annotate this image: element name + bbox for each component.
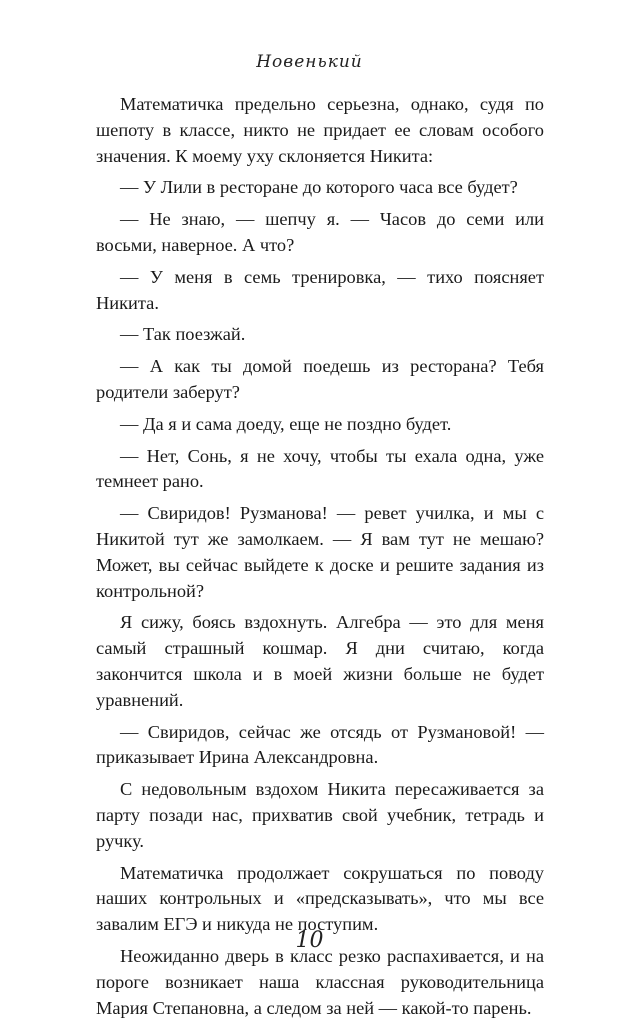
paragraph: — А как ты домой поедешь из ресторана? Тебя родители заберут? [96, 356, 544, 402]
paragraph: — Свиридов, сейчас же отсядь от Рузмановой! — приказывает Ирина Александровна. [96, 721, 544, 768]
paragraph: — У меня в семь тренировка, — тихо поясняет Никита. [96, 266, 544, 313]
paragraph: — Не знаю, — шепчу я. — Часов до семи или восьми, наверное. А что? [96, 209, 544, 255]
paragraph: Математичка предельно серьезна, однако, судя по шепоту в классе, никто не придает ее словам особого значения. К моему уху склоняется Никита: [96, 94, 544, 166]
paragraph: Математичка продолжает сокрушаться по поводу наших контрольных и «предсказывать», что мы все завалим ЕГЭ и никуда не поступим. [96, 862, 544, 935]
paragraph: Неожиданно дверь в класс резко распахивается, и на пороге возникает наша классная руководительница Мария Степановна, а следом за ней — какой-то парень. [96, 945, 544, 1018]
paragraph: С недовольным вздохом Никита пересаживается за парту позади нас, прихватив свой учебник, тетрадь и ручку. [96, 779, 544, 851]
paragraph: — Свиридов! Рузманова! — ревет училка, и мы с Никитой тут же замолкаем. — Я вам тут не мешаю? Может, вы сейчас выйдете к доске и решите задания из контрольной? [96, 503, 544, 601]
paragraph: Я сижу, боясь вздохнуть. Алгебра — это для меня самый страшный кошмар. Я дни считаю, когда закончится школа и в моей жизни больше не будет уравнений. [96, 612, 544, 710]
page-number: 10 [295, 928, 324, 953]
paragraph: — Так поезжай. [120, 324, 246, 345]
paragraph: — Нет, Сонь, я не хочу, чтобы ты ехала одна, уже темнеет рано. [96, 445, 544, 492]
paragraph: — Да я и сама доеду, еще не поздно будет. [120, 413, 452, 434]
paragraph: — У Лили в ресторане до которого часа все будет? [120, 177, 518, 198]
running-header: Новенький [256, 52, 363, 72]
body-text [96, 92, 544, 1021]
